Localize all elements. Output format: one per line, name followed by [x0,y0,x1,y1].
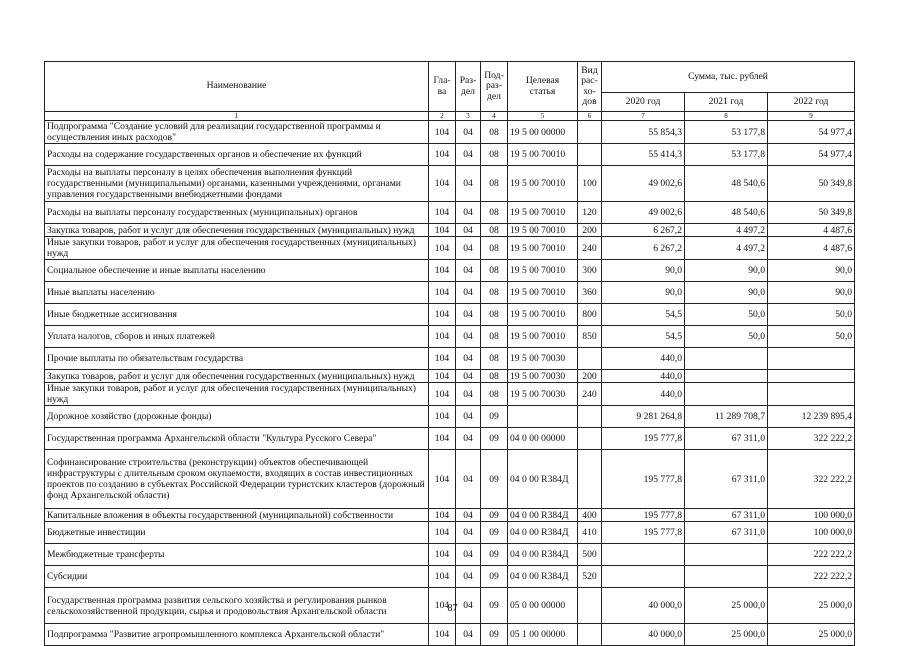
cell-glava: 104 [429,370,456,383]
cell-vid: 200 [578,370,602,383]
cell-glava: 104 [429,326,456,348]
table-row [45,383,855,406]
cell-name: Подпрограмма "Развитие агропромышленного комплекса Архангельской области" [45,624,429,646]
cell-2022: 50,0 [768,304,855,326]
cell-2020: 90,0 [602,282,685,304]
cell-2022: 50 349,8 [768,202,855,224]
cell-name: Иные закупки товаров, работ и услуг для обеспечения государственных (муниципальных) нужд [45,383,429,406]
cell-podrazdel: 09 [481,566,508,588]
cell-2021: 25 000,0 [685,588,768,624]
cell-podrazdel: 08 [481,304,508,326]
table-row [45,406,855,428]
cell-vid: 800 [578,304,602,326]
col-header-podrazdel: Под- раз- дел [481,62,508,112]
col-number: 2 [429,112,456,121]
cell-2021: 25 000,0 [685,624,768,646]
cell-razdel: 04 [456,121,481,144]
cell-2021: 4 497,2 [685,237,768,260]
cell-2020: 195 777,8 [602,450,685,509]
table-row [45,509,855,522]
cell-razdel: 04 [456,383,481,406]
cell-name: Капитальные вложения в объекты государственной (муниципальной) собственности [45,509,429,522]
cell-vid [578,144,602,166]
cell-glava: 104 [429,237,456,260]
cell-2021 [685,383,768,406]
cell-target: 19 5 00 70010 [508,260,578,282]
cell-name: Субсидии [45,566,429,588]
col-header-sum: Сумма, тыс. рублей [602,62,855,93]
table-row [45,450,855,509]
cell-name: Закупка товаров, работ и услуг для обеспечения государственных (муниципальных) нужд [45,370,429,383]
table-row [45,326,855,348]
cell-podrazdel: 09 [481,624,508,646]
cell-podrazdel: 08 [481,282,508,304]
cell-2020: 55 414,3 [602,144,685,166]
cell-vid: 240 [578,383,602,406]
cell-name: Расходы на выплаты персоналу государственных (муниципальных) органов [45,202,429,224]
cell-glava: 104 [429,428,456,450]
col-header-year-2022: 2022 год [768,93,855,112]
cell-podrazdel: 08 [481,370,508,383]
cell-glava: 104 [429,348,456,370]
cell-target: 19 5 00 00000 [508,121,578,144]
table-row [45,282,855,304]
budget-table-body [45,121,855,646]
cell-glava: 104 [429,304,456,326]
column-numbers-row [45,112,855,121]
cell-glava: 104 [429,121,456,144]
cell-2022: 90,0 [768,282,855,304]
cell-2020 [602,566,685,588]
cell-razdel: 04 [456,326,481,348]
cell-glava: 104 [429,144,456,166]
cell-2020: 90,0 [602,260,685,282]
cell-2022: 54 977,4 [768,121,855,144]
cell-target: 19 5 00 70030 [508,383,578,406]
cell-name: Межбюджетные трансферты [45,544,429,566]
cell-2022: 222 222,2 [768,544,855,566]
cell-2020: 440,0 [602,370,685,383]
cell-2022: 90,0 [768,260,855,282]
table-row [45,370,855,383]
cell-target: 04 0 00 00000 [508,428,578,450]
cell-name: Государственная программа развития сельского хозяйства и регулирования рынков сельскохозяйственной продукции, сырья и продовольствия Архангельской области [45,588,429,624]
cell-2022: 25 000,0 [768,588,855,624]
cell-2021: 53 177,8 [685,144,768,166]
cell-2021: 11 289 708,7 [685,406,768,428]
cell-2020: 55 854,3 [602,121,685,144]
cell-glava: 104 [429,406,456,428]
col-number: 8 [685,112,768,121]
cell-2022 [768,370,855,383]
cell-vid [578,624,602,646]
cell-vid: 400 [578,509,602,522]
cell-razdel: 04 [456,224,481,237]
table-row [45,624,855,646]
cell-razdel: 04 [456,428,481,450]
cell-target: 05 0 00 00000 [508,588,578,624]
cell-name: Государственная программа Архангельской области "Культура Русского Севера" [45,428,429,450]
budget-sheet [44,61,854,646]
cell-2022: 222 222,2 [768,566,855,588]
cell-glava: 104 [429,282,456,304]
cell-glava: 104 [429,588,456,624]
cell-2021 [685,544,768,566]
cell-target [508,406,578,428]
cell-vid: 500 [578,544,602,566]
cell-2021 [685,566,768,588]
cell-2020: 49 002,6 [602,202,685,224]
cell-name: Подпрограмма "Создание условий для реализации государственной программы и осуществления иных расходов" [45,121,429,144]
cell-2021 [685,348,768,370]
cell-glava: 104 [429,522,456,544]
cell-2020: 6 267,2 [602,237,685,260]
cell-razdel: 04 [456,282,481,304]
cell-razdel: 04 [456,237,481,260]
cell-name: Софинансирование строительства (реконструкции) объектов обеспечивающей инфраструктуры с длительным сроком окупаемости, входящих в состав инвестиционных проектов по созданию в субъектах Российской Федерации туристских кластеров (дорожный фонд Архангельской области) [45,450,429,509]
cell-glava: 104 [429,450,456,509]
cell-vid [578,406,602,428]
cell-razdel: 04 [456,202,481,224]
cell-razdel: 04 [456,370,481,383]
cell-2022: 4 487,6 [768,224,855,237]
cell-podrazdel: 08 [481,260,508,282]
cell-razdel: 04 [456,144,481,166]
cell-razdel: 04 [456,544,481,566]
cell-target: 19 5 00 70010 [508,326,578,348]
cell-2020: 9 281 264,8 [602,406,685,428]
cell-podrazdel: 09 [481,406,508,428]
cell-podrazdel: 08 [481,166,508,202]
cell-2021 [685,370,768,383]
cell-target: 04 0 00 R384Д [508,544,578,566]
cell-2020: 195 777,8 [602,428,685,450]
cell-2020: 6 267,2 [602,224,685,237]
cell-podrazdel: 08 [481,202,508,224]
cell-2021: 50,0 [685,304,768,326]
cell-vid: 850 [578,326,602,348]
cell-target: 19 5 00 70010 [508,237,578,260]
table-row [45,166,855,202]
table-row [45,202,855,224]
page-number: 87 [447,603,458,614]
table-row [45,544,855,566]
cell-name: Иные бюджетные ассигнования [45,304,429,326]
cell-target: 04 0 00 R384Д [508,566,578,588]
cell-glava: 104 [429,566,456,588]
cell-2020: 49 002,6 [602,166,685,202]
cell-razdel: 04 [456,450,481,509]
cell-2021: 90,0 [685,282,768,304]
cell-razdel: 04 [456,304,481,326]
cell-2020: 40 000,0 [602,624,685,646]
col-header-year-2021: 2021 год [685,93,768,112]
cell-podrazdel: 08 [481,326,508,348]
cell-2022: 12 239 895,4 [768,406,855,428]
cell-target: 19 5 00 70010 [508,144,578,166]
col-header-year-2020: 2020 год [602,93,685,112]
col-number: 5 [508,112,578,121]
cell-podrazdel: 08 [481,383,508,406]
cell-vid [578,121,602,144]
cell-2022: 50,0 [768,326,855,348]
col-number: 4 [481,112,508,121]
cell-2020: 54,5 [602,326,685,348]
cell-2021: 67 311,0 [685,509,768,522]
cell-razdel: 04 [456,260,481,282]
cell-2020: 195 777,8 [602,522,685,544]
col-header-vid: Вид рас- хо- дов [578,62,602,112]
cell-target: 19 5 00 70010 [508,282,578,304]
col-header-glava: Гла- ва [429,62,456,112]
cell-vid: 300 [578,260,602,282]
cell-target: 19 5 00 70030 [508,370,578,383]
cell-2022 [768,383,855,406]
cell-target: 04 0 00 R384Д [508,509,578,522]
cell-name: Расходы на содержание государственных органов и обеспечение их функций [45,144,429,166]
cell-podrazdel: 09 [481,544,508,566]
cell-podrazdel: 09 [481,522,508,544]
cell-podrazdel: 09 [481,588,508,624]
cell-podrazdel: 09 [481,450,508,509]
cell-2021: 67 311,0 [685,428,768,450]
cell-podrazdel: 08 [481,224,508,237]
cell-podrazdel: 08 [481,121,508,144]
table-row [45,224,855,237]
cell-vid: 100 [578,166,602,202]
header-row [45,62,855,93]
cell-podrazdel: 08 [481,144,508,166]
cell-razdel: 04 [456,166,481,202]
cell-2022: 100 000,0 [768,509,855,522]
col-number: 7 [602,112,685,121]
table-row [45,522,855,544]
cell-vid: 240 [578,237,602,260]
cell-podrazdel: 08 [481,348,508,370]
cell-2022: 100 000,0 [768,522,855,544]
table-row [45,144,855,166]
table-row [45,237,855,260]
cell-2020: 54,5 [602,304,685,326]
cell-vid [578,450,602,509]
cell-target: 19 5 00 70010 [508,304,578,326]
cell-2021: 53 177,8 [685,121,768,144]
cell-vid: 120 [578,202,602,224]
cell-target: 05 1 00 00000 [508,624,578,646]
cell-target: 19 5 00 70030 [508,348,578,370]
table-row [45,260,855,282]
cell-2021: 90,0 [685,260,768,282]
col-number: 6 [578,112,602,121]
cell-target: 19 5 00 70010 [508,166,578,202]
col-number: 1 [45,112,429,121]
cell-2022 [768,348,855,370]
cell-2020: 440,0 [602,383,685,406]
cell-vid: 410 [578,522,602,544]
cell-name: Закупка товаров, работ и услуг для обеспечения государственных (муниципальных) нужд [45,224,429,237]
cell-razdel: 04 [456,509,481,522]
col-header-razdel: Раз- дел [456,62,481,112]
cell-name: Иные закупки товаров, работ и услуг для обеспечения государственных (муниципальных) нужд [45,237,429,260]
cell-2022: 4 487,6 [768,237,855,260]
col-number: 3 [456,112,481,121]
cell-name: Иные выплаты населению [45,282,429,304]
cell-glava: 104 [429,260,456,282]
col-number: 9 [768,112,855,121]
cell-glava: 104 [429,383,456,406]
cell-name: Социальное обеспечение и иные выплаты населению [45,260,429,282]
cell-2022: 25 000,0 [768,624,855,646]
cell-2020: 440,0 [602,348,685,370]
cell-razdel: 04 [456,588,481,624]
cell-podrazdel: 08 [481,237,508,260]
cell-podrazdel: 09 [481,509,508,522]
cell-podrazdel: 09 [481,428,508,450]
cell-razdel: 04 [456,624,481,646]
cell-2021: 67 311,0 [685,522,768,544]
cell-razdel: 04 [456,406,481,428]
cell-vid: 520 [578,566,602,588]
table-row [45,348,855,370]
cell-name: Бюджетные инвестиции [45,522,429,544]
table-row [45,566,855,588]
cell-2022: 50 349,8 [768,166,855,202]
cell-vid [578,348,602,370]
cell-2022: 322 222,2 [768,428,855,450]
col-header-target: Целевая статья [508,62,578,112]
cell-2021: 67 311,0 [685,450,768,509]
cell-2020 [602,544,685,566]
cell-razdel: 04 [456,348,481,370]
cell-2022: 54 977,4 [768,144,855,166]
cell-2021: 50,0 [685,326,768,348]
col-header-name: Наименование [45,62,429,112]
cell-glava: 104 [429,166,456,202]
cell-vid: 360 [578,282,602,304]
cell-target: 19 5 00 70010 [508,202,578,224]
cell-target: 04 0 00 R384Д [508,522,578,544]
table-row [45,304,855,326]
cell-razdel: 04 [456,522,481,544]
cell-name: Уплата налогов, сборов и иных платежей [45,326,429,348]
cell-vid [578,428,602,450]
cell-target: 04 0 00 R384Д [508,450,578,509]
cell-glava: 104 [429,544,456,566]
cell-2021: 48 540,6 [685,166,768,202]
table-row [45,121,855,144]
cell-name: Прочие выплаты по обязательствам государства [45,348,429,370]
cell-glava: 104 [429,224,456,237]
cell-glava: 104 [429,509,456,522]
table-row [45,428,855,450]
cell-glava: 104 [429,624,456,646]
cell-2022: 322 222,2 [768,450,855,509]
cell-name: Дорожное хозяйство (дорожные фонды) [45,406,429,428]
cell-2020: 195 777,8 [602,509,685,522]
budget-table [44,61,855,646]
cell-target: 19 5 00 70010 [508,224,578,237]
cell-name: Расходы на выплаты персоналу в целях обеспечения выполнения функций государственными (муниципальными) органами, казенными учреждениями, органами управления государственными внебюджетными фондами [45,166,429,202]
cell-2020: 40 000,0 [602,588,685,624]
cell-vid: 200 [578,224,602,237]
cell-razdel: 04 [456,566,481,588]
cell-2021: 4 497,2 [685,224,768,237]
cell-2021: 48 540,6 [685,202,768,224]
cell-glava: 104 [429,202,456,224]
